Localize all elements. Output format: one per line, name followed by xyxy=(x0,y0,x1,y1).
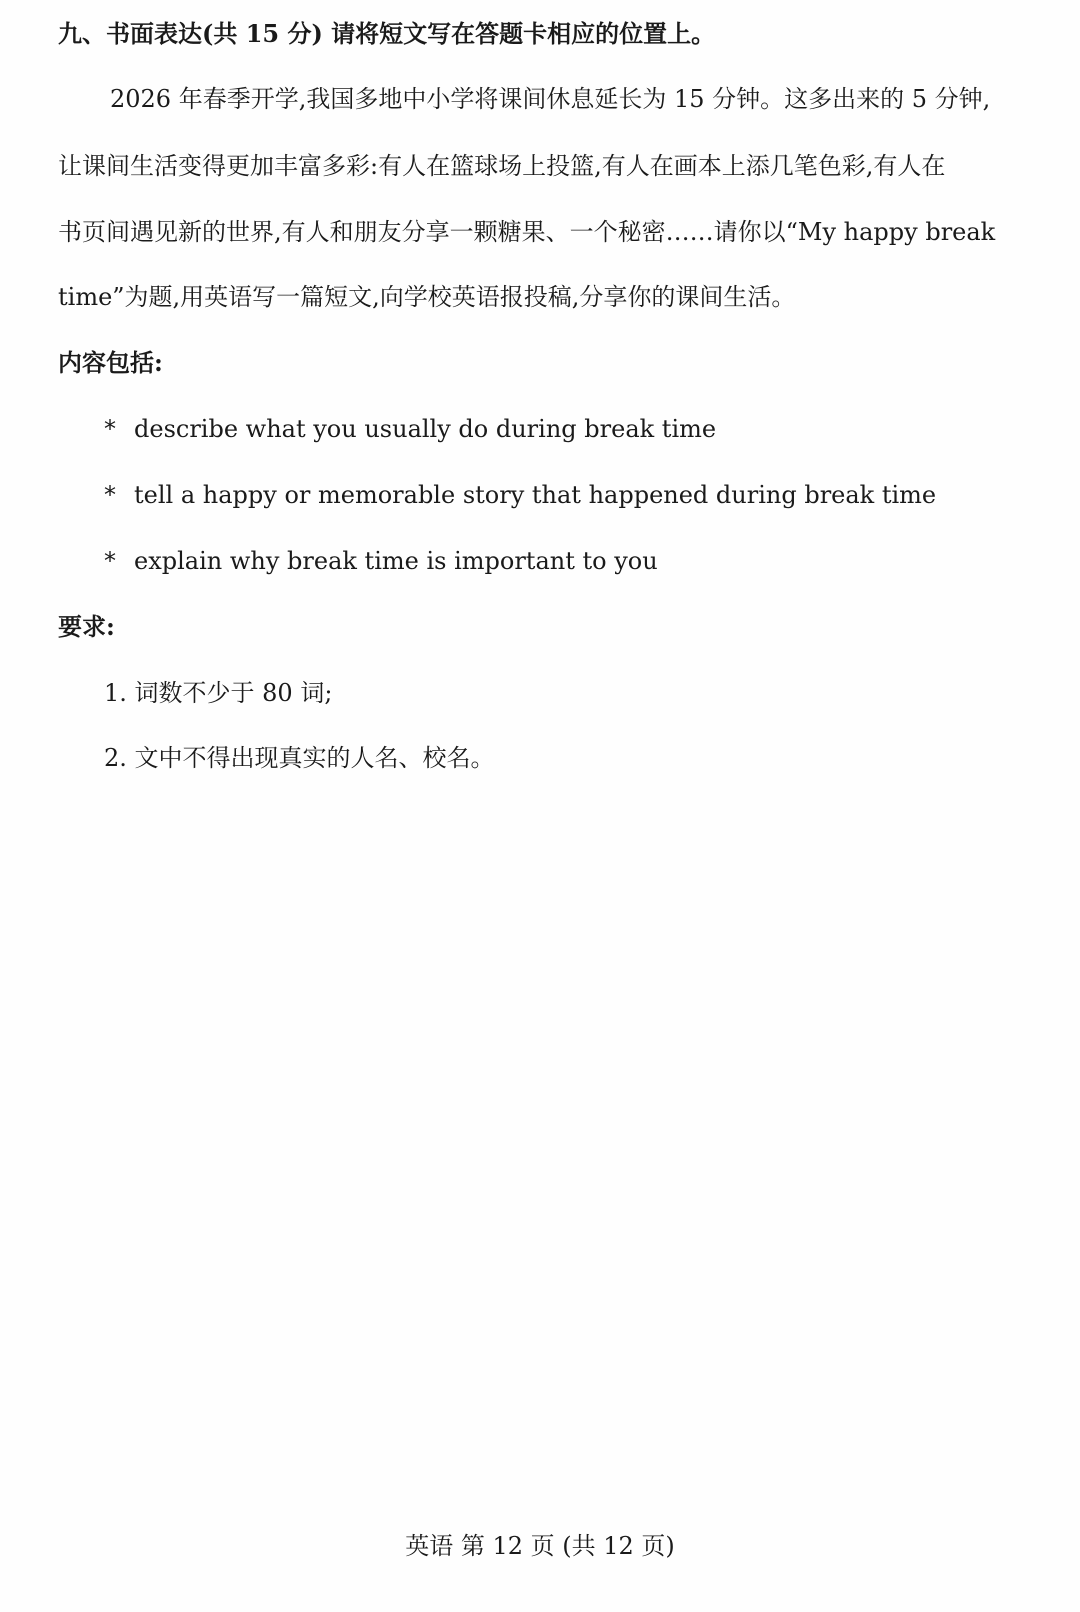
passage-line-2: 让课间生活变得更加丰富多彩:有人在篮球场上投篮,有人在画本上添几笔色彩,有人在 xyxy=(58,152,946,180)
content-item-text: describe what you usually do during break time xyxy=(134,415,717,443)
content-item xyxy=(104,413,716,445)
bullet-star-icon: * xyxy=(104,481,116,509)
section-title: 九、书面表达(共 15 分) 请将短文写在答题卡相应的位置上。 xyxy=(58,19,716,48)
requirement-item: 1. 词数不少于 80 词; xyxy=(104,679,333,707)
content-item xyxy=(104,479,936,511)
content-item xyxy=(104,545,658,577)
passage-line-1: 2026 年春季开学,我国多地中小学将课间休息延长为 15 分钟。这多出来的 5 分钟, xyxy=(110,85,991,113)
passage-line-4: time”为题,用英语写一篇短文,向学校英语报投稿,分享你的课间生活。 xyxy=(58,283,796,311)
content-heading: 内容包括: xyxy=(58,348,163,377)
requirements-heading: 要求: xyxy=(58,612,115,641)
content-item-text: tell a happy or memorable story that happened during break time xyxy=(134,481,937,509)
bullet-star-icon: * xyxy=(104,547,116,575)
passage-line-3: 书页间遇见新的世界,有人和朋友分享一颗糖果、一个秘密……请你以“My happy break xyxy=(58,218,996,246)
bullet-star-icon: * xyxy=(104,415,116,443)
requirement-item: 2. 文中不得出现真实的人名、校名。 xyxy=(104,744,495,772)
page-footer: 英语 第 12 页 (共 12 页) xyxy=(405,1532,675,1560)
content-item-text: explain why break time is important to you xyxy=(134,547,658,575)
